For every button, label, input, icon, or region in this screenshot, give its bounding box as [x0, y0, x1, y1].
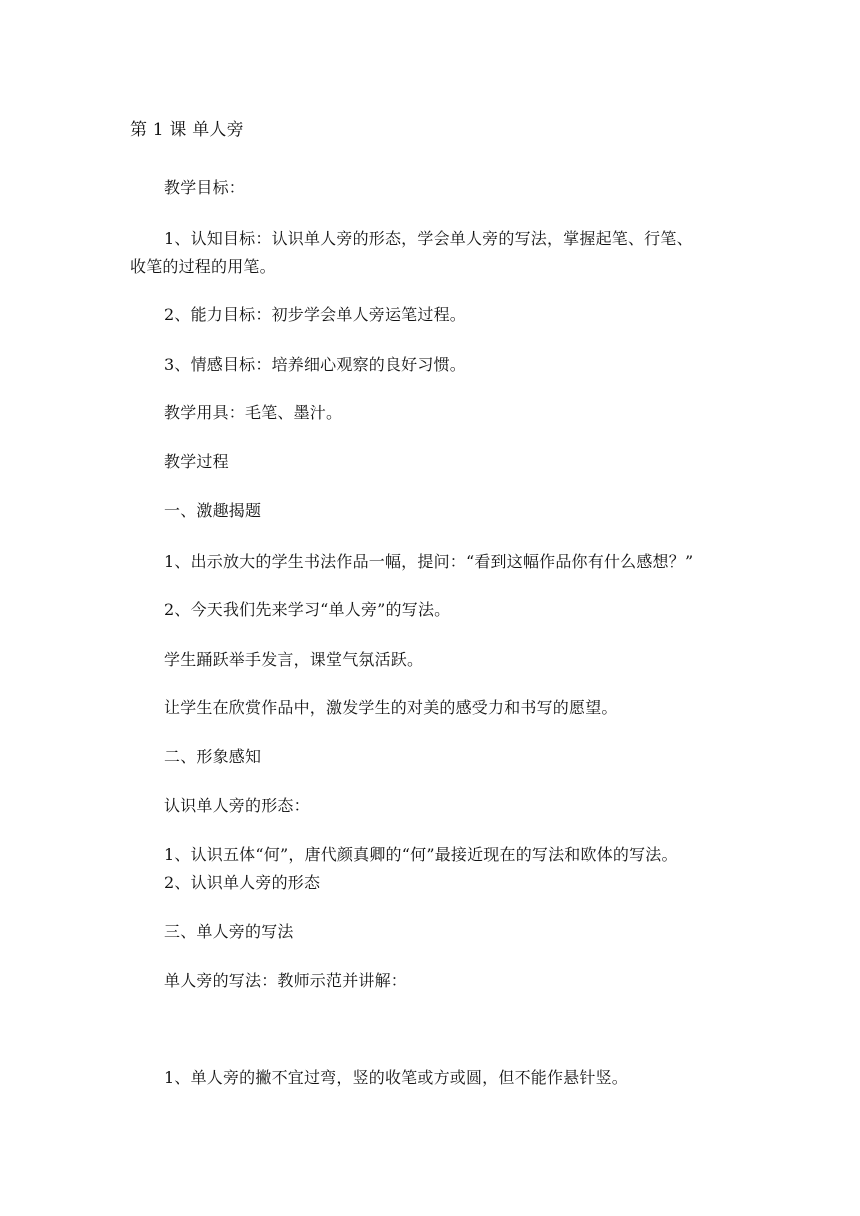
section-2-item-1: 1、认识五体“何”，唐代颜真卿的“何”最接近现在的写法和欧体的写法。	[164, 845, 678, 864]
section-1-item-1: 1、出示放大的学生书法作品一幅，提问：“看到这幅作品你有什么感想？”	[164, 552, 694, 571]
teaching-tools: 教学用具：毛笔、墨汁。	[164, 403, 343, 422]
teaching-goals-heading: 教学目标：	[164, 178, 246, 197]
goal-1-line-2: 收笔的过程的用笔。	[130, 257, 276, 276]
section-2-item-2: 2、认识单人旁的形态	[164, 873, 321, 892]
section-1-item-2: 2、今天我们先来学习“单人旁”的写法。	[164, 600, 451, 619]
section-2-intro: 认识单人旁的形态：	[164, 796, 310, 815]
lesson-title: 第 1 课 单人旁	[130, 120, 244, 140]
section-1-note-1: 学生踊跃举手发言，课堂气氛活跃。	[164, 650, 424, 669]
section-3-intro: 单人旁的写法：教师示范并讲解：	[164, 971, 408, 990]
section-3-item-1: 1、单人旁的撇不宜过弯，竖的收笔或方或圆，但不能作悬针竖。	[164, 1068, 628, 1087]
goal-1-line-1: 1、认知目标：认识单人旁的形态，学会单人旁的写法，掌握起笔、行笔、	[164, 229, 693, 248]
section-2-heading: 二、形象感知	[164, 747, 262, 766]
section-1-heading: 一、激趣揭题	[164, 501, 262, 520]
section-1-note-2: 让学生在欣赏作品中，激发学生的对美的感受力和书写的愿望。	[164, 698, 618, 717]
goal-3: 3、情感目标：培养细心观察的良好习惯。	[164, 355, 466, 374]
teaching-process-heading: 教学过程	[164, 452, 229, 471]
goal-2: 2、能力目标：初步学会单人旁运笔过程。	[164, 305, 466, 324]
section-3-heading: 三、单人旁的写法	[164, 922, 294, 941]
